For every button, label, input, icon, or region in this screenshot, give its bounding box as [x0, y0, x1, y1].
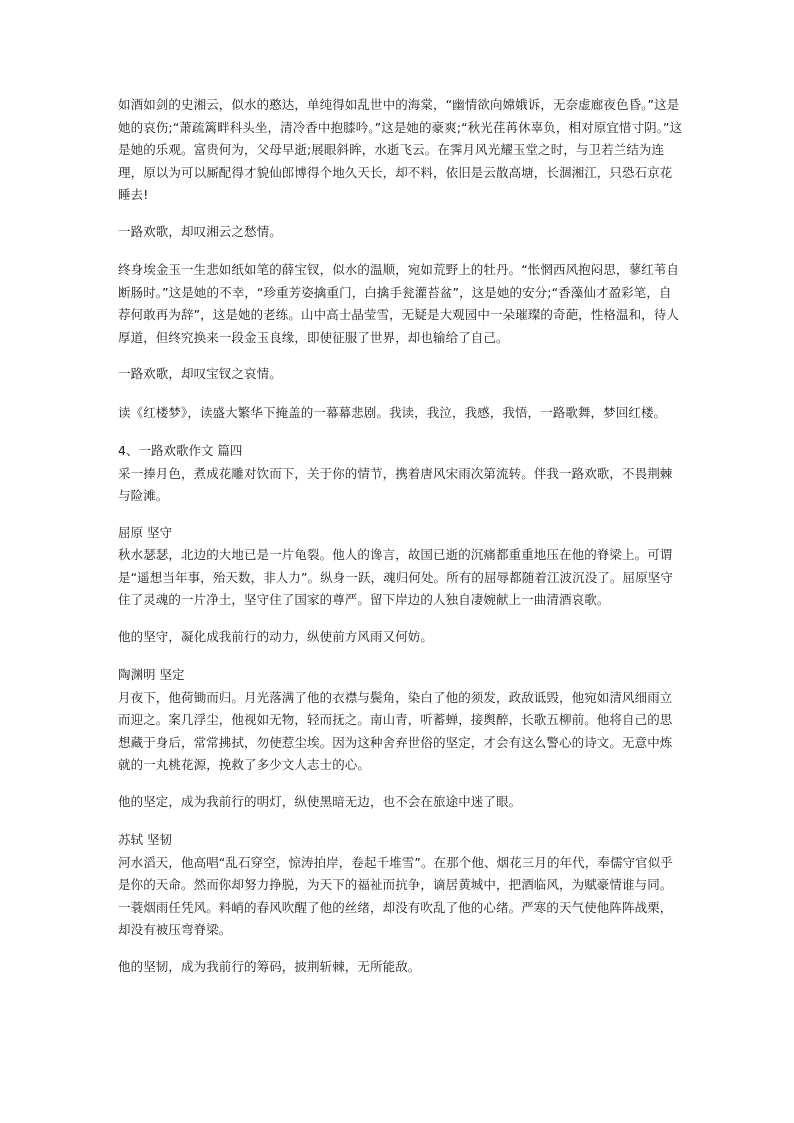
paragraph-tao-yuanming: 月夜下，他荷锄而归。月光落满了他的衣襟与鬓角，染白了他的须发，政敌诋毁，他宛如清风细雨立而迎之。案几浮尘，他视如无物，轻而抚之。南山青，听蓄蝉，接舆醉，长歌五柳前。他将自己的思想藏于身后，常常拂拭，勿使惹尘埃。因为这种舍弃世俗的坚定，才会有这么警心的诗文。无意中炼就的一丸桃花源，挽救了多少文人志士的心。 — [118, 689, 673, 772]
paragraph-baochai-summary: 一路欢歌，却叹宝钗之哀情。 — [118, 366, 282, 381]
paragraph-su-shi: 河水滔天，他高唱“乱石穿空，惊涛拍岸，卷起千堆雪”。在那个他、烟花三月的年代，奉儒守官似乎是你的天命。然而你却努力挣脱，为天下的福祉而抗争，谪居黄城中，把酒临风，为赋豪情谁与同。一蓑烟雨任凭风。料峭的春风吹醒了他的丝绪，却没有吹乱了他的心绪。严寒的天气使他阵阵战栗，却没有被压弯脊梁。 — [118, 854, 673, 937]
paragraph-shi-xiangyun: 如酒如剑的史湘云，似水的憨达，单纯得如乱世中的海棠，“幽情欲向嫦娥诉，无奈虚廊夜色昏。”这是她的哀伤;“萧疏篱畔科头坐，清冷香中抱膝吟。”这是她的豪爽;“秋光荏苒休辜负，相对原宜惜寸阴。”这是她的乐观。富贵何为，父母早逝;展眼斜眸，水逝飞云。在霁月风光耀玉堂之时，与卫若兰结为连理，原以为可以厮配得才貌仙郎博得个地久天长，却不料，依旧是云散高塘，长涸湘江，只恐石京花睡去! — [118, 97, 683, 202]
paragraph-qu-yuan: 秋水瑟瑟，北边的大地已是一片龟裂。他人的谗言，故国已逝的沉痛都重重地压在他的脊梁上。可谓是“遥想当年事，殆天数，非人力”。纵身一跃，魂归何处。所有的屈辱都随着江波沉没了。屈原坚守住了灵魂的一片净土，坚守住了国家的尊严。留下岸边的人独自凄婉献上一曲清酒哀歌。 — [118, 547, 673, 607]
paragraph-qu-yuan-summary: 他的坚守，凝化成我前行的动力，纵使前方风雨又何妨。 — [118, 628, 434, 644]
paragraph-xue-baochai: 终身埃金玉一生悲如纸如笔的薛宝钗，似水的温顺，宛如荒野上的牡丹。“怅惘西风抱闷思，蓼红苇自断肠时。”这是她的不幸，“珍重芳姿擒重门，白擒手瓮灌苔盆”，这是她的安分;“香藻仙才盈彩笔，自荐何敢再为辞”，这是她的老练。山中高士晶莹雪，无疑是大观园中一朵璀璨的奇葩，性格温和，待人厚道，但终究换来一段金玉良缘，即使征服了世界，却也输给了自己。 — [118, 262, 679, 345]
subheading-tao-yuanming: 陶渊明 坚定 — [118, 667, 185, 682]
section-heading-essay-4: 4、一路欢歌作文 篇四 — [118, 443, 243, 458]
subheading-qu-yuan: 屈原 坚守 — [118, 524, 172, 540]
subheading-su-shi: 苏轼 坚韧 — [118, 832, 172, 847]
paragraph-xiangyun-summary: 一路欢歌，却叹湘云之愁情。 — [118, 223, 282, 239]
paragraph-tao-yuanming-summary: 他的坚定，成为我前行的明灯，纵使黑暗无边，也不会在旅途中迷了眼。 — [118, 793, 522, 809]
paragraph-red-chamber-conclusion: 读《红楼梦》，读盛大繁华下掩盖的一幕幕悲剧。我读，我泣，我感，我悟，一路歌舞，梦回红楼。 — [118, 404, 667, 420]
paragraph-intro: 采一捧月色，煮成花雕对饮而下，关于你的情节，携着唐风宋雨次第流转。伴我一路欢歌，不畏荆棘与险滩。 — [118, 465, 673, 503]
paragraph-su-shi-summary: 他的坚韧，成为我前行的筹码，披荆斩棘，无所能敌。 — [118, 958, 421, 974]
